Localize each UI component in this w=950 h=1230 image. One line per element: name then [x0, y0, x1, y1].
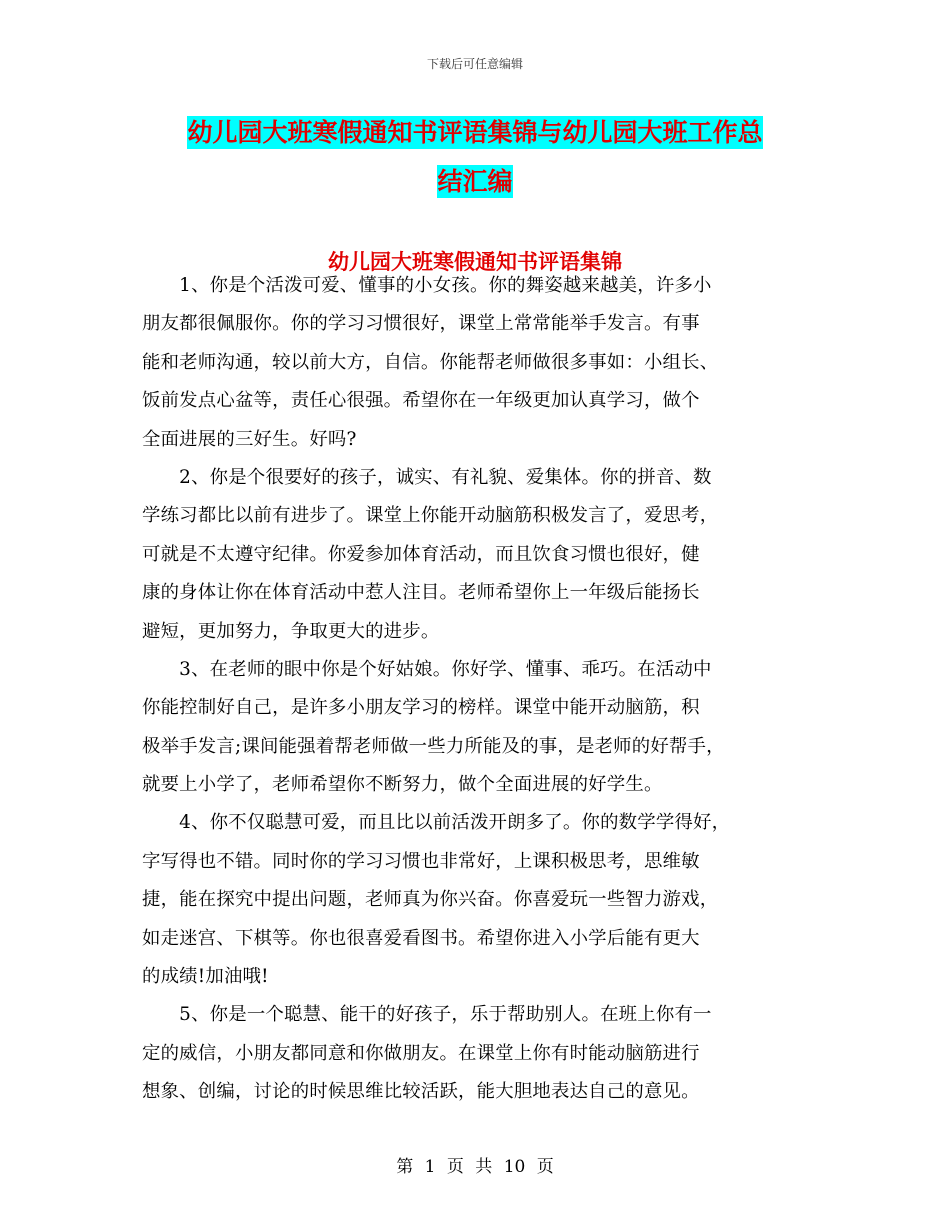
title-line-2: 结汇编: [437, 167, 513, 196]
text-line: 字写得也不错。同时你的学习习惯也非常好，上课积极思考，思维敏: [142, 850, 700, 872]
text-line: 定的威信，小朋友都同意和你做朋友。在课堂上你有时能动脑筋进行: [142, 1042, 700, 1064]
text-line: 如走迷宫、下棋等。你也很喜爱看图书。希望你进入小学后能有更大: [142, 927, 700, 949]
text-line: 想象、创编，讨论的时候思维比较活跃，能大胆地表达自己的意见。: [142, 1081, 700, 1103]
title-line-1: 幼儿园大班寒假通知书评语集锦与幼儿园大班工作总: [187, 118, 763, 147]
text-line: 极举手发言;课间能强着帮老师做一些力所能及的事，是老师的好帮手，: [142, 735, 725, 757]
text-line: 能和老师沟通，较以前大方，自信。你能帮老师做很多事如：小组长、: [142, 351, 719, 373]
text-line: 避短，更加努力，争取更大的进步。: [142, 620, 440, 642]
text-line: 2、你是个很要好的孩子，诚实、有礼貌、爱集体。你的拼音、数: [142, 466, 712, 488]
text-line: 1、你是个活泼可爱、懂事的小女孩。你的舞姿越来越美，许多小: [142, 275, 712, 296]
comment-paragraph-1: [142, 271, 814, 455]
section-title: 幼儿园大班寒假通知书评语集锦: [328, 250, 622, 274]
comment-paragraph-2: [142, 463, 814, 647]
text-line: 全面进展的三好生。好吗?: [142, 428, 357, 450]
comment-paragraph-3: [142, 655, 814, 801]
text-line: 就要上小学了，老师希望你不断努力，做个全面进展的好学生。: [142, 774, 663, 796]
header-note: 下载后可任意编辑: [426, 57, 523, 71]
text-line: 康的身体让你在体育活动中惹人注目。老师希望你上一年级后能扬长: [142, 582, 700, 604]
comment-paragraph-4: [142, 808, 814, 992]
page-footer: 第 1 页 共 10 页: [396, 1157, 554, 1177]
text-line: 捷，能在探究中提出问题，老师真为你兴奋。你喜爱玩一些智力游戏，: [142, 889, 719, 911]
text-line: 5、你是一个聪慧、能干的好孩子，乐于帮助别人。在班上你有一: [142, 1004, 712, 1026]
document-title: [0, 108, 950, 206]
document-body: [142, 271, 814, 1116]
text-line: 的成绩!加油哦!: [142, 966, 269, 988]
text-line: 你能控制好自己，是许多小朋友学习的榜样。课堂中能开动脑筋，积: [142, 697, 700, 719]
text-line: 4、你不仅聪慧可爱，而且比以前活泼开朗多了。你的数学学得好，: [142, 812, 731, 834]
text-line: 饭前发点心盆等，责任心很强。希望你在一年级更加认真学习，做个: [142, 390, 700, 412]
text-line: 学练习都比以前有进步了。课堂上你能开动脑筋积极发言了，爱思考，: [142, 505, 719, 527]
comment-paragraph-5: [142, 1000, 814, 1107]
text-line: 3、在老师的眼中你是个好姑娘。你好学、懂事、乖巧。在活动中: [142, 658, 712, 680]
text-line: 朋友都很佩服你。你的学习习惯很好，课堂上常常能举手发言。有事: [142, 313, 700, 335]
text-line: 可就是不太遵守纪律。你爱参加体育活动，而且饮食习惯也很好，健: [142, 543, 700, 565]
